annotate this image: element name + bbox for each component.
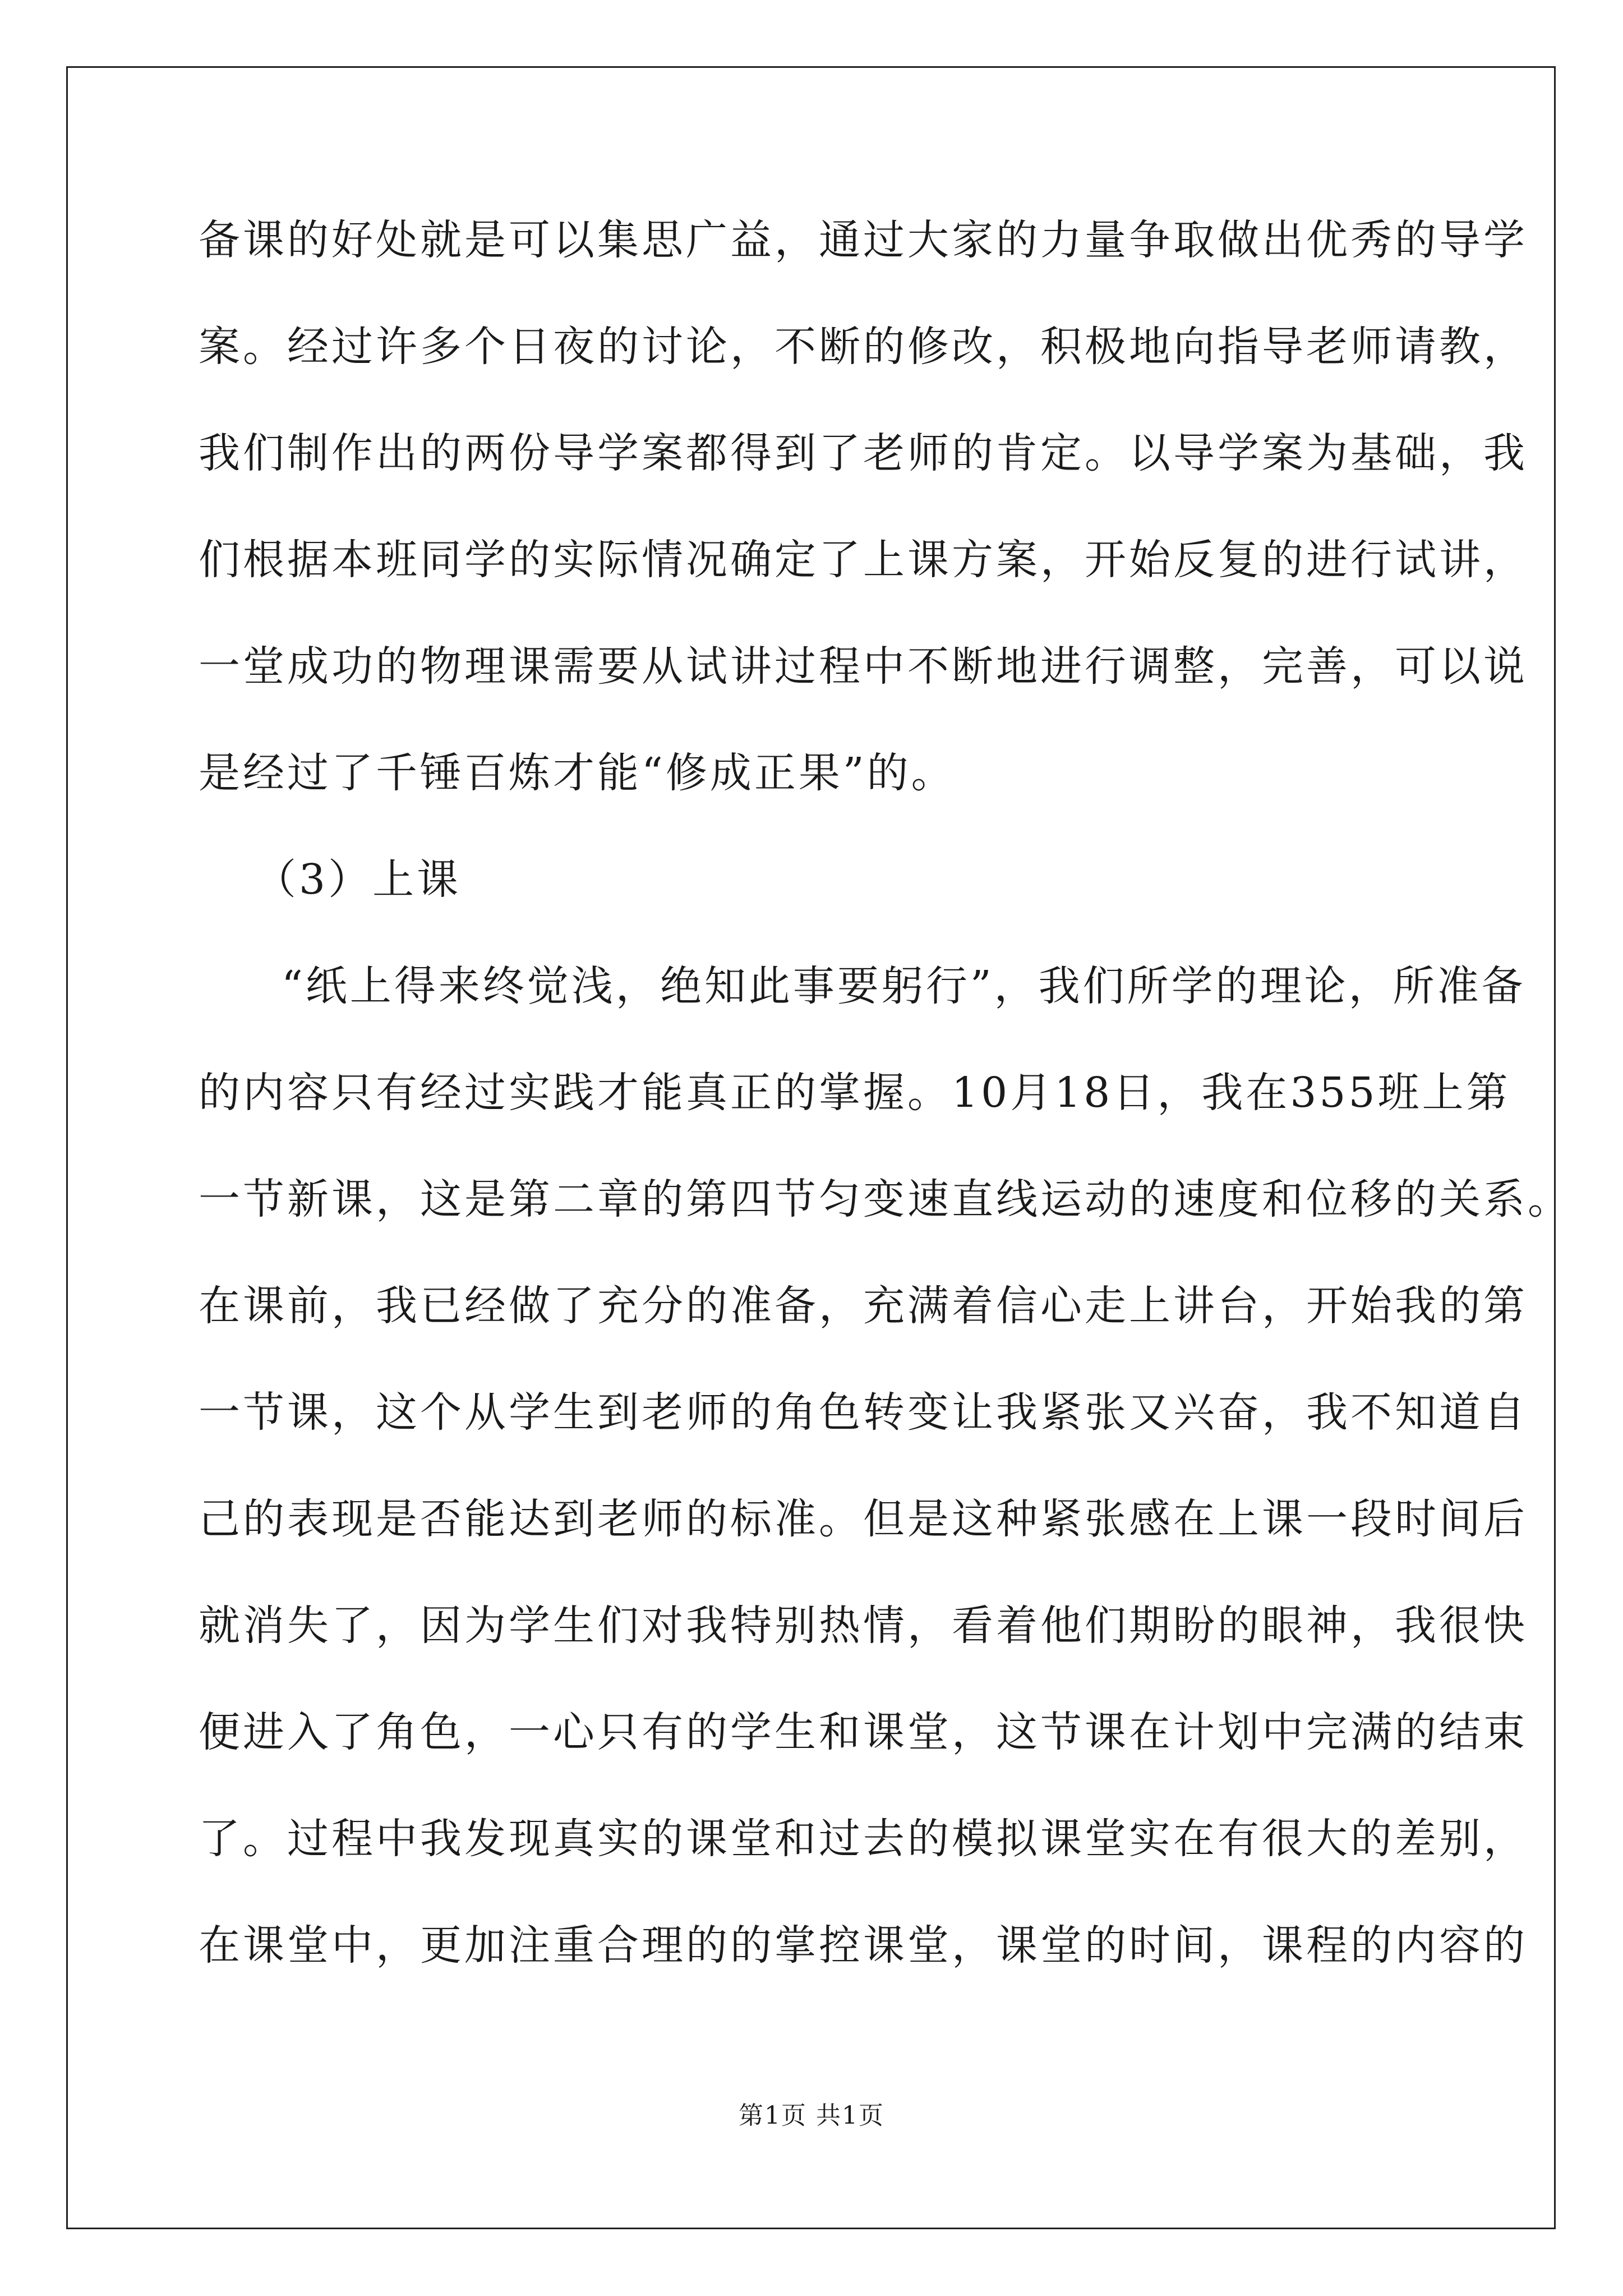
page-footer: 第1页 共1页	[739, 2101, 884, 2130]
text-line: 的内容只有经过实践才能真正的掌握。10月18日，我在355班上第	[199, 1069, 1511, 1117]
text-line: 是经过了千锤百炼才能“修成正果”的。	[199, 749, 956, 797]
text-line: 一节新课，这是第二章的第四节匀变速直线运动的速度和位移的关系。	[199, 1175, 1572, 1223]
text-line: 我们制作出的两份导学案都得到了老师的肯定。以导学案为基础，我	[199, 429, 1528, 477]
text-line: 一堂成功的物理课需要从试讲过程中不断地进行调整，完善，可以说	[199, 642, 1528, 691]
text-line: 就消失了，因为学生们对我特别热情，看着他们期盼的眼神，我很快	[199, 1602, 1528, 1650]
text-line: 了。过程中我发现真实的课堂和过去的模拟课堂实在有很大的差别，	[199, 1815, 1528, 1863]
text-line: 一节课，这个从学生到老师的角色转变让我紧张又兴奋，我不知道自	[199, 1388, 1528, 1437]
text-line: 己的表现是否能达到老师的标准。但是这种紧张感在上课一段时间后	[199, 1495, 1528, 1543]
text-line: 们根据本班同学的实际情况确定了上课方案，开始反复的进行试讲，	[199, 536, 1528, 584]
section-heading: （3）上课	[255, 855, 462, 904]
text-line: 便进入了角色，一心只有的学生和课堂，这节课在计划中完满的结束	[199, 1708, 1528, 1756]
document-body	[199, 212, 1572, 2024]
text-line: 备课的好处就是可以集思广益，通过大家的力量争取做出优秀的导学	[199, 216, 1528, 264]
text-line: 案。经过许多个日夜的讨论，不断的修改，积极地向指导老师请教，	[199, 323, 1528, 371]
text-line: 在课前，我已经做了充分的准备，充满着信心走上讲台，开始我的第	[199, 1282, 1528, 1330]
text-line: “纸上得来终觉浅，绝知此事要躬行”，我们所学的理论，所准备	[282, 962, 1526, 1010]
text-line: 在课堂中，更加注重合理的的掌控课堂，课堂的时间，课程的内容的	[199, 1921, 1528, 1970]
